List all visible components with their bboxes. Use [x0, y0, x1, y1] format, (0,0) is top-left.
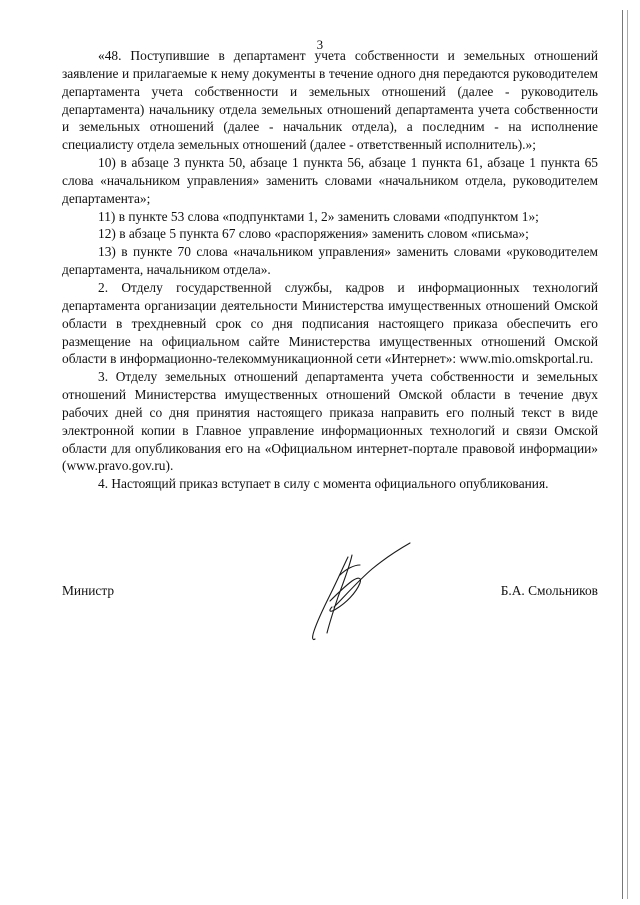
- signatory-title: Министр: [62, 583, 115, 598]
- document-body: [62, 47, 598, 493]
- paragraph-item-13: 13) в пункте 70 слова «начальником управления» заменить словами «руководителем департамента, начальником отдела».: [62, 244, 598, 278]
- paragraph-item-11: 11) в пункте 53 слова «подпунктами 1, 2» заменить словами «подпунктом 1»;: [98, 208, 539, 224]
- paragraph-point-3: 3. Отделу земельных отношений департамента учета собственности и земельных отношений Министерства имущественных отношений Омской области в течение двух рабочих дней со дня принятия настоящего приказа направить его полный текст в виде электронной копии в Главное управление информационных технологий и связи Омской области для опубликования его на «Официальном интернет-портале правовой информации» (www.pravo.gov.ru).: [62, 369, 598, 474]
- paragraph-point-2: 2. Отделу государственной службы, кадров и информационных технологий департамента организации деятельности Министерства имущественных отношений Омской области в трехдневный срок со дня подписания настоящего приказа обеспечить его размещение на официальном сайте Министерства имущественных отношений Омской области в информационно-телекоммуникационной сети «Интернет»: www.mio.omskportal.ru.: [62, 279, 598, 367]
- page-number: 3: [316, 37, 324, 52]
- signature-block: [62, 583, 598, 603]
- paragraph-item-10: 10) в абзаце 3 пункта 50, абзаце 1 пункта 56, абзаце 1 пункта 61, абзаце 1 пункта 65 слова «начальником управления» заменить словами «начальником отдела, руководителем департамента»;: [62, 155, 598, 206]
- paragraph-48: «48. Поступившие в департамент учета собственности и земельных отношений заявление и прилагаемые к нему документы в течение одного дня передаются руководителем департамента учета собственности и земельных отношений (далее - руководитель департамента) начальнику отдела земельных отношений департамента учета собственности и земельных отношений (далее - начальник отдела), а последним - на исполнение специалисту отдела земельных отношений (далее - ответственный исполнитель).»;: [62, 48, 598, 153]
- page-edge-line: [627, 10, 628, 899]
- signatory-name: Б.А. Смольников: [500, 583, 598, 598]
- paragraph-item-12: 12) в абзаце 5 пункта 67 слово «распоряжения» заменить словом «письма»;: [98, 226, 529, 242]
- paragraph-point-4: 4. Настоящий приказ вступает в силу с момента официального опубликования.: [98, 476, 549, 492]
- page-edge-line: [622, 10, 623, 899]
